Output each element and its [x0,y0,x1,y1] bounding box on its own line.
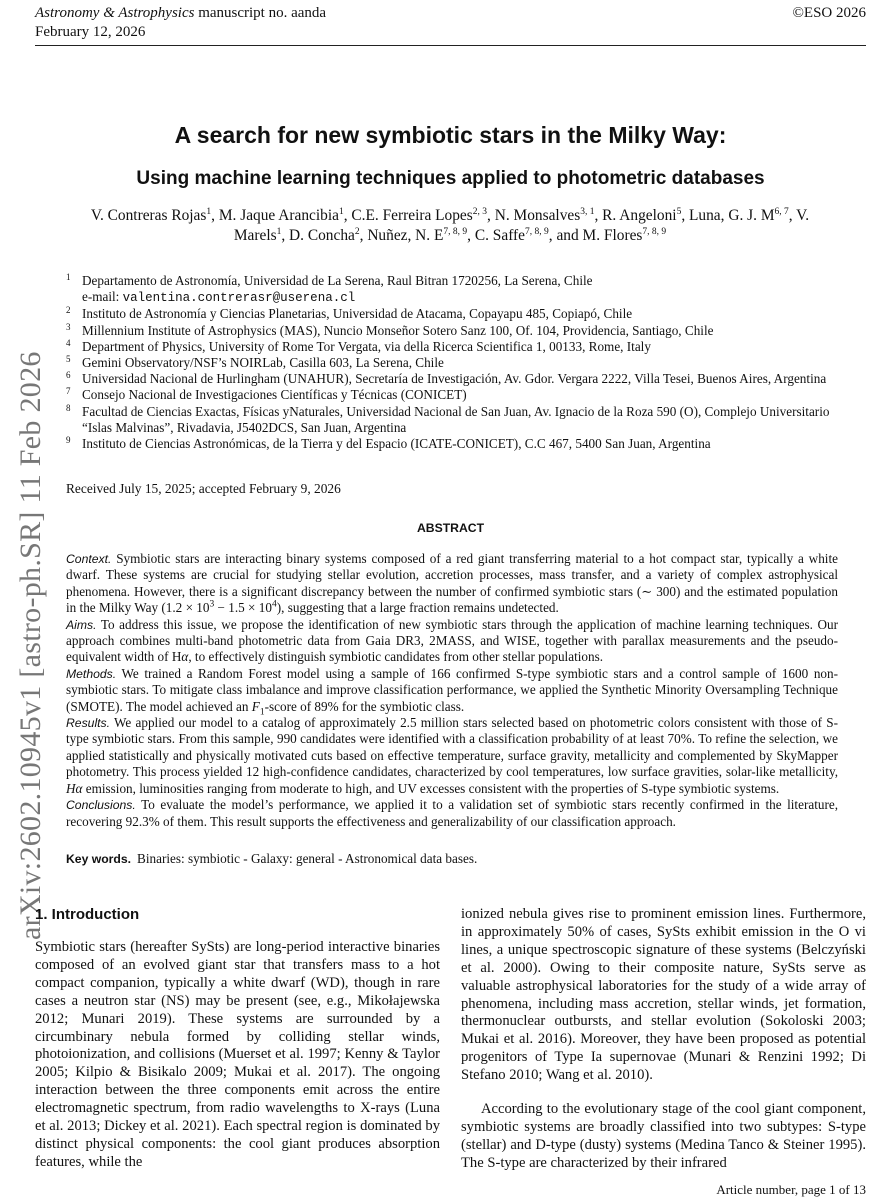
affiliation-text: Millennium Institute of Astrophysics (MAS), Nuncio Monseñor Sotero Sanz 100, Of. 104, Providencia, Santiago, Chile [82,322,714,338]
abstract-context [66,551,838,617]
abstract-conclusions [66,797,838,830]
author-affil-ref: 7, 8, 9 [525,226,549,237]
abstract-text: , to effectively distinguish symbiotic candidates from other stellar populations. [188,649,604,665]
affiliation-text: Instituto de Ciencias Astronómicas, de la Tierra y del Espacio (ICATE-CONICET), C.C 467, 5400 San Juan, Argentina [82,436,711,452]
aims-label: Aims. [66,617,97,632]
halpha-symbol: Hα [66,780,83,796]
arxiv-stamp: arXiv:2602.10945v1 [astro-ph.SR] 11 Feb 2026 [14,351,47,940]
header-date: February 12, 2026 [35,24,146,40]
affiliation-3 [66,323,846,339]
abstract-aims [66,617,838,666]
affiliation-text: Universidad Nacional de Hurlingham (UNAHUR), Secretaría de Investigación, Av. Gdor. Vergara 2222, Villa Tesei, Buenos Aires, Argentina [82,371,827,387]
paper-title: A search for new symbiotic stars in the Milky Way: [174,122,727,148]
email-link[interactable]: valentina.contrerasr@userena.cl [122,291,356,306]
author-affil-ref: 1 [276,226,282,237]
alpha-symbol: α [181,649,189,665]
keywords-text: Binaries: symbiotic - Galaxy: general - Astronomical data bases. [137,851,478,866]
paper-subtitle: Using machine learning techniques applied to photometric databases [136,168,765,189]
intro-paragraph-2: ionized nebula gives rise to prominent emission lines. Furthermore, in approximately 50% of cases, SySts exhibit emission in the O vi lines, a unique spectroscopic signature of these systems (Belczyński et al. 2000). Owing to their composite nature, SySts serve as valuable astrophysical laboratories for the study of a wide array of phenomena, including mass accretion, stellar winds, jet formation, thermonuclear outbursts, and stellar evolution (Sokoloski 2003; Mukai et al. 2016). Moreover, they have been proposed as potential progenitors of Type Ia supernovae (Munari & Renzini 1992; Di Stefano 2010; Wang et al. 2010). [461,906,866,1084]
affiliation-number: 2 [66,305,71,316]
affiliation-text: Facultad de Ciencias Exactas, Físicas yNaturales, Universidad Nacional de San Juan, Av. Ignacio de la Roza 590 (O), Complejo Universitario “Islas Malvinas”, Rivadavia, J5402DCS, San Juan, Argentina [82,403,830,435]
author-affil-ref: 5 [676,206,682,217]
author: , N. Monsalves [487,207,581,224]
affiliation-text: Departamento de Astronomía, Universidad de La Serena, Raul Bitran 1720256, La Serena, Chile [82,273,593,288]
affiliation-6 [66,371,846,387]
affiliation-5 [66,355,846,371]
conclusions-label: Conclusions. [66,798,136,813]
abstract-heading: ABSTRACT [416,521,485,535]
abstract-results [66,715,838,797]
affiliation-number: 1 [66,272,71,282]
abstract-text: emission, luminosities ranging from moderate to high, and UV excesses consistent with the properties of S-type symbiotic systems. [82,780,780,796]
received-dates: Received July 15, 2025; accepted February 9, 2026 [66,481,341,496]
subscript: 1 [259,707,265,718]
column-right [461,906,866,1173]
author: V. Contreras Rojas [90,207,207,224]
affiliation-7 [66,387,846,403]
affiliation-text: Instituto de Astronomía y Ciencias Planetarias, Universidad de Atacama, Copayapu 485, Copiapó, Chile [82,306,633,322]
intro-paragraph-1: Symbiotic stars (hereafter SySts) are long-period interactive binaries composed of an evolved giant star that transfers mass to a hot compact companion, typically a white dwarf (WD), though in rare cases a neutron star (NS) may be present (see, e.g., Mikołajewska 2012; Munari 2019). These systems are surrounded by a circumbinary nebula formed by colliding stellar winds, photoionization, and collisions (Muerset et al. 1997; Kenny & Taylor 2005; Kilpio & Bisikalo 2009; Mukai et al. 2017). The ongoing interaction between the three components emit across the entire electromagnetic spectrum, from radio wavelengths to X-rays (Luna et al. 2013; Dickey et al. 2021). Each spectral region is dominated by distinct physical components: the cool giant produces absorption features, while the [35,939,440,1170]
manuscript-label: manuscript no. aanda [194,5,327,21]
author-affil-ref: 6, 7 [774,206,789,217]
header-left [35,4,326,42]
author-affil-ref: 3, 1 [580,206,595,217]
affiliation-number: 4 [66,337,71,348]
affiliation-text: Gemini Observatory/NSF’s NOIRLab, Casilla 603, La Serena, Chile [82,355,444,371]
section-heading-introduction: 1. Introduction [35,906,140,923]
methods-label: Methods. [66,666,117,681]
affiliation-number: 5 [66,354,71,365]
abstract-text: Symbiotic stars are interacting binary systems composed of a red giant transferring material to a hot compact star, typically a white dwarf. These systems are crucial for studying stellar evolution, accretion processes, mass transfer, and a variety of complex astrophysical phenomena. However, there is a significant discrepancy between the number of confirmed symbiotic stars (∼ 300) and the estimated population in the Milky Way (1.2 × 10 [66,551,838,616]
f-symbol: F [251,698,260,714]
author: , C. Saffe [467,227,526,244]
abstract-methods [66,665,838,718]
abstract-text: To address this issue, we propose the identification of new symbiotic stars through the application of machine learning techniques. Our approach combines multi-band photometric data from Gaia DR3, 2MASS, and WISE, together with parallax measurements and the pseudo-equivalent width of H [66,616,838,665]
author-list [70,206,830,246]
keywords-label: Key words. [66,852,132,866]
author: , Nuñez, N. E [359,227,444,244]
abstract-text: To evaluate the model’s performance, we applied it to a validation set of symbiotic stars recently confirmed in the literature, recovering 92.3% of them. This result supports the effectiveness and generalizability of our classification approach. [66,797,838,829]
results-label: Results. [66,716,111,731]
author-affil-ref: 1 [338,206,344,217]
author-line-1 [70,206,830,226]
affiliation-email [66,289,846,306]
affiliation-1 [66,273,846,289]
author: , D. Concha [281,227,355,244]
abstract-text: We applied our model to a catalog of approximately 2.5 million stars selected based on photometric colors consistent with those of S-type symbiotic stars. From this sample, 990 candidates were identified with a classification probability of at least 70%. To refine the selection, we applied statistically and physically motivated cuts based on effective temperature, surface gravity, metallicity and complemented by SkyMapper photometry. This process yielded 12 high-confidence candidates, characterized by cool temperatures, low surface gravities, solar-like metallicity, [66,715,838,780]
abstract-text: − 1.5 × 10 [214,600,272,616]
context-label: Context. [66,552,112,566]
abstract-text: ), suggesting that a large fraction remains undetected. [276,600,559,616]
author-affil-ref: 7, 8, 9 [642,226,667,237]
abstract-body [66,551,838,830]
email-label: e-mail: [82,289,123,305]
author: , C.E. Ferreira Lopes [343,207,473,224]
affiliation-text: Department of Physics, University of Rome Tor Vergata, via della Ricerca Scientifica 1, 00133, Rome, Italy [82,338,651,354]
author-line-2 [70,226,830,246]
affiliations [66,273,846,452]
affiliation-number: 8 [66,402,71,413]
abstract-text: We trained a Random Forest model using a sample of 166 confirmed S-type symbiotic stars and a control sample of 1600 non-symbiotic stars. To mitigate class imbalance and improve classification performance, we applied the Synthetic Minority Oversampling Technique (SMOTE). The model achieved an [66,665,838,714]
author: , and M. Flores [548,227,643,244]
affiliation-2 [66,306,846,322]
affiliation-8 [66,404,846,436]
intro-paragraph-3: According to the evolutionary stage of the cool giant component, symbiotic systems are broadly classified into two subtypes: S-type (stellar) and D-type (dusty) systems (Medina Tanco & Steiner 1995). The S-type are characterized by their infrared [461,1101,866,1171]
abstract-text: -score of 89% for the symbiotic class. [264,698,465,714]
affiliation-text: Consejo Nacional de Investigaciones Científicas y Técnicas (CONICET) [82,387,467,403]
author: Marels [233,227,277,244]
affiliation-number: 9 [66,435,71,446]
column-left [35,939,440,1172]
author: , Luna, G. J. M [681,207,775,224]
exponent: 4 [271,599,277,610]
copyright: ©ESO 2026 [792,5,866,21]
header-rule [35,45,866,46]
author-affil-ref: 2, 3 [472,206,488,217]
author-affil-ref: 2 [354,226,360,237]
page-footer: Article number, page 1 of 13 [716,1182,866,1197]
journal-name: Astronomy & Astrophysics [35,5,195,21]
author-affil-ref: 7, 8, 9 [443,226,468,237]
affiliation-9 [66,436,846,452]
affiliation-4 [66,339,846,355]
author: , V. [788,207,810,224]
affiliation-number: 7 [66,386,71,397]
keywords [66,851,477,867]
author: , M. Jaque Arancibia [211,207,339,224]
affiliation-number: 3 [66,321,71,332]
author: , R. Angeloni [594,207,677,224]
affiliation-number: 6 [66,370,71,381]
exponent: 3 [209,599,215,610]
author-affil-ref: 1 [206,206,212,217]
